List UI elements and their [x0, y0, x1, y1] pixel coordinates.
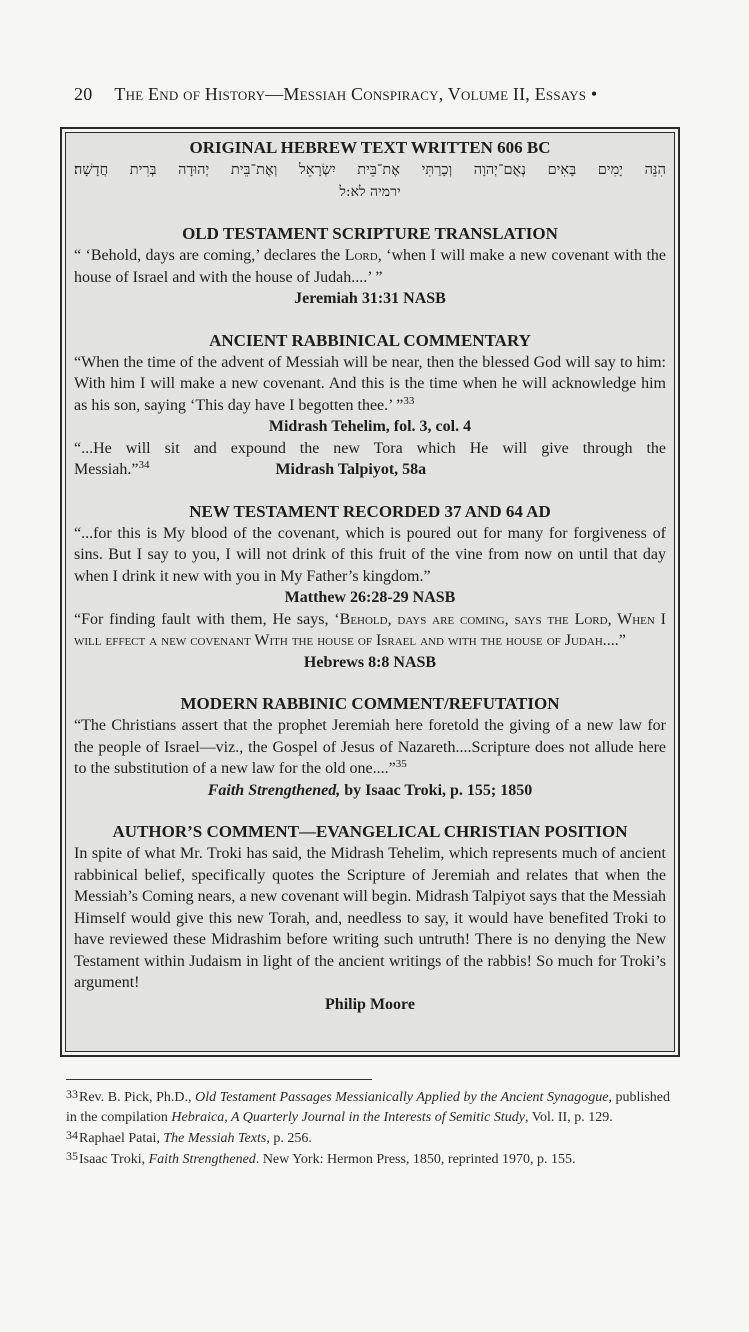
nt-citation-2: Hebrews 8:8 NASB — [303, 653, 437, 671]
footnote-rule — [66, 1079, 372, 1080]
footnote-33: $^{33}$Rev. B. Pick, Ph.D., Old Testament Passages Messianically Applied by the Ancient Synagogue, published in the compilation Hebraica, A Quarterly Journal in the Interests of Semitic Study, Vol. II, p. 129. — [66, 1087, 670, 1125]
section-heading-hebrew: ORIGINAL HEBREW TEXT WRITTEN 606 BC — [189, 138, 551, 157]
footnote-ref-34: 34 — [138, 459, 150, 471]
hebrew-reference: ירמיה לא:ל — [339, 184, 401, 200]
section-heading-ot: OLD TESTAMENT SCRIPTURE TRANSLATION — [182, 224, 558, 243]
section-heading-modern: MODERN RABBINIC COMMENT/REFUTATION — [180, 694, 560, 713]
ot-citation: Jeremiah 31:31 NASB — [294, 290, 446, 307]
section-heading-author: AUTHOR’S COMMENT—EVANGELICAL CHRISTIAN POSITION — [112, 822, 628, 841]
rabbinical-quote-2-line2: Messiah.”$^{34}$ Midrash Talpiyot, 58a — [74, 459, 427, 478]
rabbinical-citation-1: Midrash Tehelim, fol. 3, col. 4 — [268, 418, 472, 435]
footnote-35: $^{35}$Isaac Troki, Faith Strengthened. New York: Hermon Press, 1850, reprinted 1970, p. 155. — [66, 1149, 576, 1167]
section-heading-rabbinical: ANCIENT RABBINICAL COMMENTARY — [209, 330, 531, 350]
header-marker: • — [590, 84, 598, 104]
hebrew-verse: הִנֵּה יָמִים בָּאִים נְאֻם־יְהוָה וְכָרַתִּי אֶת־בֵּית יִשְׂרָאֵל וְאֶת־בֵּית יְהוּדָה בְּרִית חֲדָשָׁה׃ — [74, 162, 666, 178]
nt-quote-1: “...for this is My blood of the covenant, which is poured out for many for forgiveness of sins. But I say to you, I will not drink of this fruit of the vine from now on until that day when I drink it new with you in My Father’s kingdom.” — [74, 524, 666, 585]
comparison-box — [60, 127, 680, 1057]
footnote-ref-33: 33 — [403, 394, 415, 407]
modern-citation: Faith Strengthened, by Isaac Troki, p. 155; 1850 — [207, 781, 533, 799]
running-title: The End of History—Messiah Conspiracy, Volume II, Essays — [114, 84, 587, 104]
author-comment: In spite of what Mr. Troki has said, the Midrash Tehelim, which represents much of ancient rabbinical belief, specifically quotes the Scripture of Jeremiah and relates that when the Messiah’s Coming nears, a new covenant will begin. Midrash Talpiyot says that the Messiah Himself would give this new Torah, and, needless to say, it would have benefited Troki to have reviewed these Midrashim before writing such untruth! There is no denying the New Testament within Judaism in light of the ancient writings of the rabbis! So much for Troki’s argument! — [74, 845, 666, 991]
ot-quote: “ ‘Behold, days are coming,’ declares the Lord, ‘when I will make a new covenant with the house of Israel and with the house of Judah....’ ” — [74, 247, 667, 286]
rabbinical-citation-2: Midrash Talpiyot, 58a — [275, 461, 427, 478]
comparison-box-inner — [65, 132, 675, 1052]
modern-quote: “The Christians assert that the prophet Jeremiah here foretold the giving of a new law for the people of Israel—viz., the Gospel of Jesus of Nazareth....Scripture does not allude here to the substitution of a new law for the old one....”$^{35}$ — [74, 717, 666, 777]
footnotes — [66, 1088, 670, 1171]
page-number: 20 — [74, 84, 93, 104]
footnote-ref-35: 35 — [395, 758, 407, 770]
rabbinical-quote-2-line1: “...He will sit and expound the new Tora which He will give through the — [74, 439, 666, 457]
nt-citation-1: Matthew 26:28-29 NASB — [284, 589, 456, 606]
section-heading-nt: NEW TESTAMENT RECORDED 37 AND 64 AD — [189, 501, 551, 521]
nt-quote-2: “For finding fault with them, He says, ‘Behold, days are coming, says the Lord, When I will effect a new covenant With the house of Israel and with the house of Judah....” — [74, 610, 666, 649]
rabbinical-quote-1: “When the time of the advent of Messiah will be near, then the blessed God will say to him: With him I will make a new covenant. And this is the time when he will acknowledge him as his son, saying ‘This day have I begotten thee.’ ”$^{33}$ — [74, 353, 666, 414]
author-signature: Philip Moore — [325, 995, 415, 1013]
running-header — [74, 84, 694, 105]
footnote-34: $^{34}$Raphael Patai, The Messiah Texts, p. 256. — [66, 1128, 312, 1146]
